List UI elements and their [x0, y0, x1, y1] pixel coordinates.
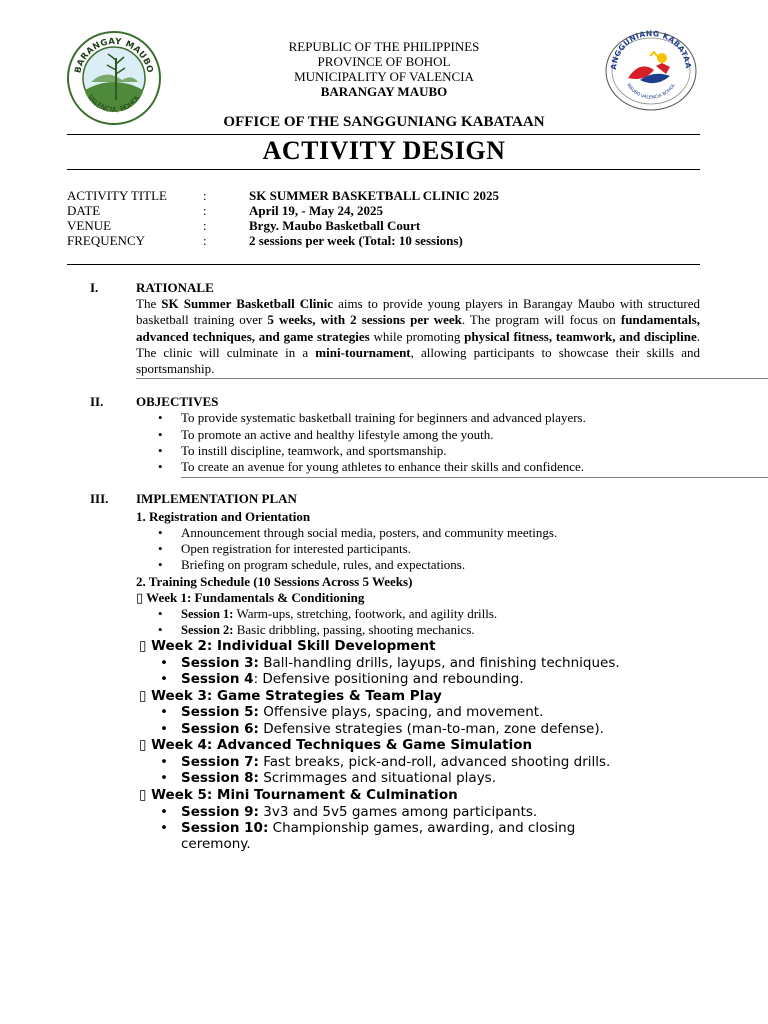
info-value: SK SUMMER BASKETBALL CLINIC 2025 [249, 188, 499, 203]
document-title: ACTIVITY DESIGN [262, 136, 506, 165]
info-colon: : [203, 233, 207, 248]
bold-run: SK Summer Basketball Clinic [161, 296, 334, 311]
bullet: • [160, 804, 168, 820]
session-item [181, 770, 496, 787]
session-text: Fast breaks, pick-and-roll, advanced shooting drills. [258, 754, 611, 770]
week-5-heading [139, 787, 458, 803]
session-label: Session 6: [181, 721, 259, 737]
info-label: VENUE [67, 218, 112, 233]
bullet: • [158, 606, 163, 621]
bullet: • [158, 410, 163, 425]
session-item [181, 622, 475, 638]
bullet: • [160, 820, 168, 836]
info-label: FREQUENCY [67, 233, 146, 248]
section-title-plan: IMPLEMENTATION PLAN [136, 491, 297, 506]
session-label: Session 8: [181, 770, 259, 786]
session-text: Scrimmages and situational plays. [258, 770, 497, 786]
text-boundary-line [181, 477, 768, 478]
bullet: • [158, 443, 163, 458]
info-colon: : [203, 218, 207, 233]
bullet: • [160, 704, 168, 720]
bullet: • [158, 557, 163, 572]
week-title: Week 4: Advanced Techniques & Game Simulation [151, 737, 533, 753]
bullet: • [160, 671, 168, 687]
missing-glyph-icon: ▯ [139, 638, 147, 654]
bold-run: physical fitness, teamwork, and discipline [464, 328, 697, 344]
missing-glyph-icon: ▯ [136, 591, 144, 606]
info-label: DATE [67, 203, 101, 218]
text-run: The [136, 296, 162, 311]
session-text: Offensive plays, spacing, and movement. [258, 704, 544, 720]
list-item: Briefing on program schedule, rules, and expectations. [181, 557, 466, 572]
info-value: Brgy. Maubo Basketball Court [249, 218, 421, 233]
bullet: • [158, 622, 163, 637]
session-label: Session 5: [181, 704, 259, 720]
session-item [181, 721, 604, 738]
rationale-paragraph [136, 296, 700, 377]
text-boundary-line [136, 378, 768, 379]
session-text: 3v3 and 5v5 games among participants. [258, 804, 538, 820]
session-text: Warm-ups, stretching, footwork, and agility drills. [233, 606, 498, 621]
info-label: ACTIVITY TITLE [67, 188, 168, 203]
bullet: • [158, 541, 163, 556]
bullet: • [160, 770, 168, 786]
session-text: Basic dribbling, passing, shooting mechanics. [233, 622, 475, 637]
text-run: aims to provide young players in Barangay Maubo with structured basketball training over [136, 296, 700, 328]
list-item: To provide systematic basketball training for beginners and advanced players. [181, 410, 586, 425]
bold-run: 5 weeks, with 2 sessions per week [267, 312, 462, 328]
session-item [181, 655, 620, 672]
bullet: • [158, 427, 163, 442]
week-title: Week 1: Fundamentals & Conditioning [146, 590, 365, 605]
session-label: Session 9: [181, 804, 259, 820]
week-3-heading [139, 688, 442, 704]
info-value: 2 sessions per week (Total: 10 sessions) [249, 233, 463, 248]
seal-top-text: BARANGAY MAUBO [73, 36, 155, 75]
header-republic: REPUBLIC OF THE PHILIPPINES [288, 39, 480, 54]
text-run: while promoting [369, 328, 465, 344]
rule-top [67, 134, 700, 135]
missing-glyph-icon: ▯ [139, 787, 147, 803]
section-number: II. [90, 394, 104, 409]
header-province: PROVINCE OF BOHOL [317, 54, 451, 69]
sk-seal-top-text: ANGGUNIANG KABATAA [608, 30, 693, 71]
session-item [181, 754, 610, 771]
text-run: . The clinic will culminate in a [136, 328, 700, 360]
bold-run: fundamentals, advanced techniques, and game strategies [136, 312, 700, 344]
text-run: , allowing participants to showcase their skills and sportsmanship. [136, 344, 700, 377]
bullet: • [158, 525, 163, 540]
info-colon: : [203, 188, 207, 203]
sk-seal-bottom-text: MAUBO VALENCIA BOHOL [625, 83, 677, 101]
bullet: • [160, 655, 168, 671]
list-item: To instill discipline, teamwork, and sportsmanship. [181, 443, 447, 458]
session-label: Session 2: [181, 623, 234, 637]
bullet: • [158, 459, 163, 474]
session-item-continued: ceremony. [181, 836, 251, 852]
session-text: Defensive strategies (man-to-man, zone defense). [258, 721, 604, 737]
session-item [181, 820, 575, 837]
session-item [181, 606, 497, 622]
header-municipality: MUNICIPALITY OF VALENCIA [294, 69, 474, 84]
bullet: • [160, 721, 168, 737]
list-item: Open registration for interested participants. [181, 541, 411, 556]
session-item [181, 704, 543, 721]
week-title: Week 2: Individual Skill Development [151, 638, 436, 654]
rule-under-info [67, 264, 700, 265]
missing-glyph-icon: ▯ [139, 737, 147, 753]
registration-heading: 1. Registration and Orientation [136, 509, 311, 524]
header-barangay: BARANGAY MAUBO [320, 84, 448, 99]
list-item: To create an avenue for young athletes to enhance their skills and confidence. [181, 459, 585, 474]
session-text: : Defensive positioning and rebounding. [253, 671, 524, 687]
info-colon: : [203, 203, 207, 218]
session-item [181, 671, 524, 688]
schedule-heading: 2. Training Schedule (10 Sessions Across 5 Weeks) [136, 574, 413, 589]
week-title: Week 3: Game Strategies & Team Play [151, 688, 442, 704]
session-label: Session 1: [181, 607, 234, 621]
section-title-objectives: OBJECTIVES [136, 394, 219, 409]
text-run: . The program will focus on [461, 312, 621, 328]
section-number: III. [90, 491, 109, 506]
list-item: To promote an active and healthy lifestyle among the youth. [181, 427, 494, 442]
session-text: Ball-handling drills, layups, and finishing techniques. [258, 655, 620, 671]
session-label: Session 3: [181, 655, 259, 671]
missing-glyph-icon: ▯ [139, 688, 147, 704]
week-2-heading [139, 638, 436, 654]
session-label: Session 7: [181, 754, 259, 770]
session-label: Session 4 [181, 671, 254, 687]
office-heading: OFFICE OF THE SANGGUNIANG KABATAAN [223, 114, 545, 130]
section-title-rationale: RATIONALE [136, 280, 214, 295]
session-item [181, 804, 537, 821]
session-text: Championship games, awarding, and closing [268, 820, 576, 836]
list-item: Announcement through social media, posters, and community meetings. [181, 525, 558, 540]
bold-run: mini-tournament [315, 344, 411, 360]
week-1-heading [136, 590, 364, 606]
bullet: • [160, 754, 168, 770]
seal-bottom-text: VALENCIA, BOHOL [85, 93, 142, 115]
week-4-heading [139, 737, 532, 753]
week-title: Week 5: Mini Tournament & Culmination [151, 787, 458, 803]
info-value: April 19, - May 24, 2025 [249, 203, 383, 218]
section-number: I. [90, 280, 99, 295]
rule-under-title [67, 169, 700, 170]
session-label: Session 10: [181, 820, 269, 836]
